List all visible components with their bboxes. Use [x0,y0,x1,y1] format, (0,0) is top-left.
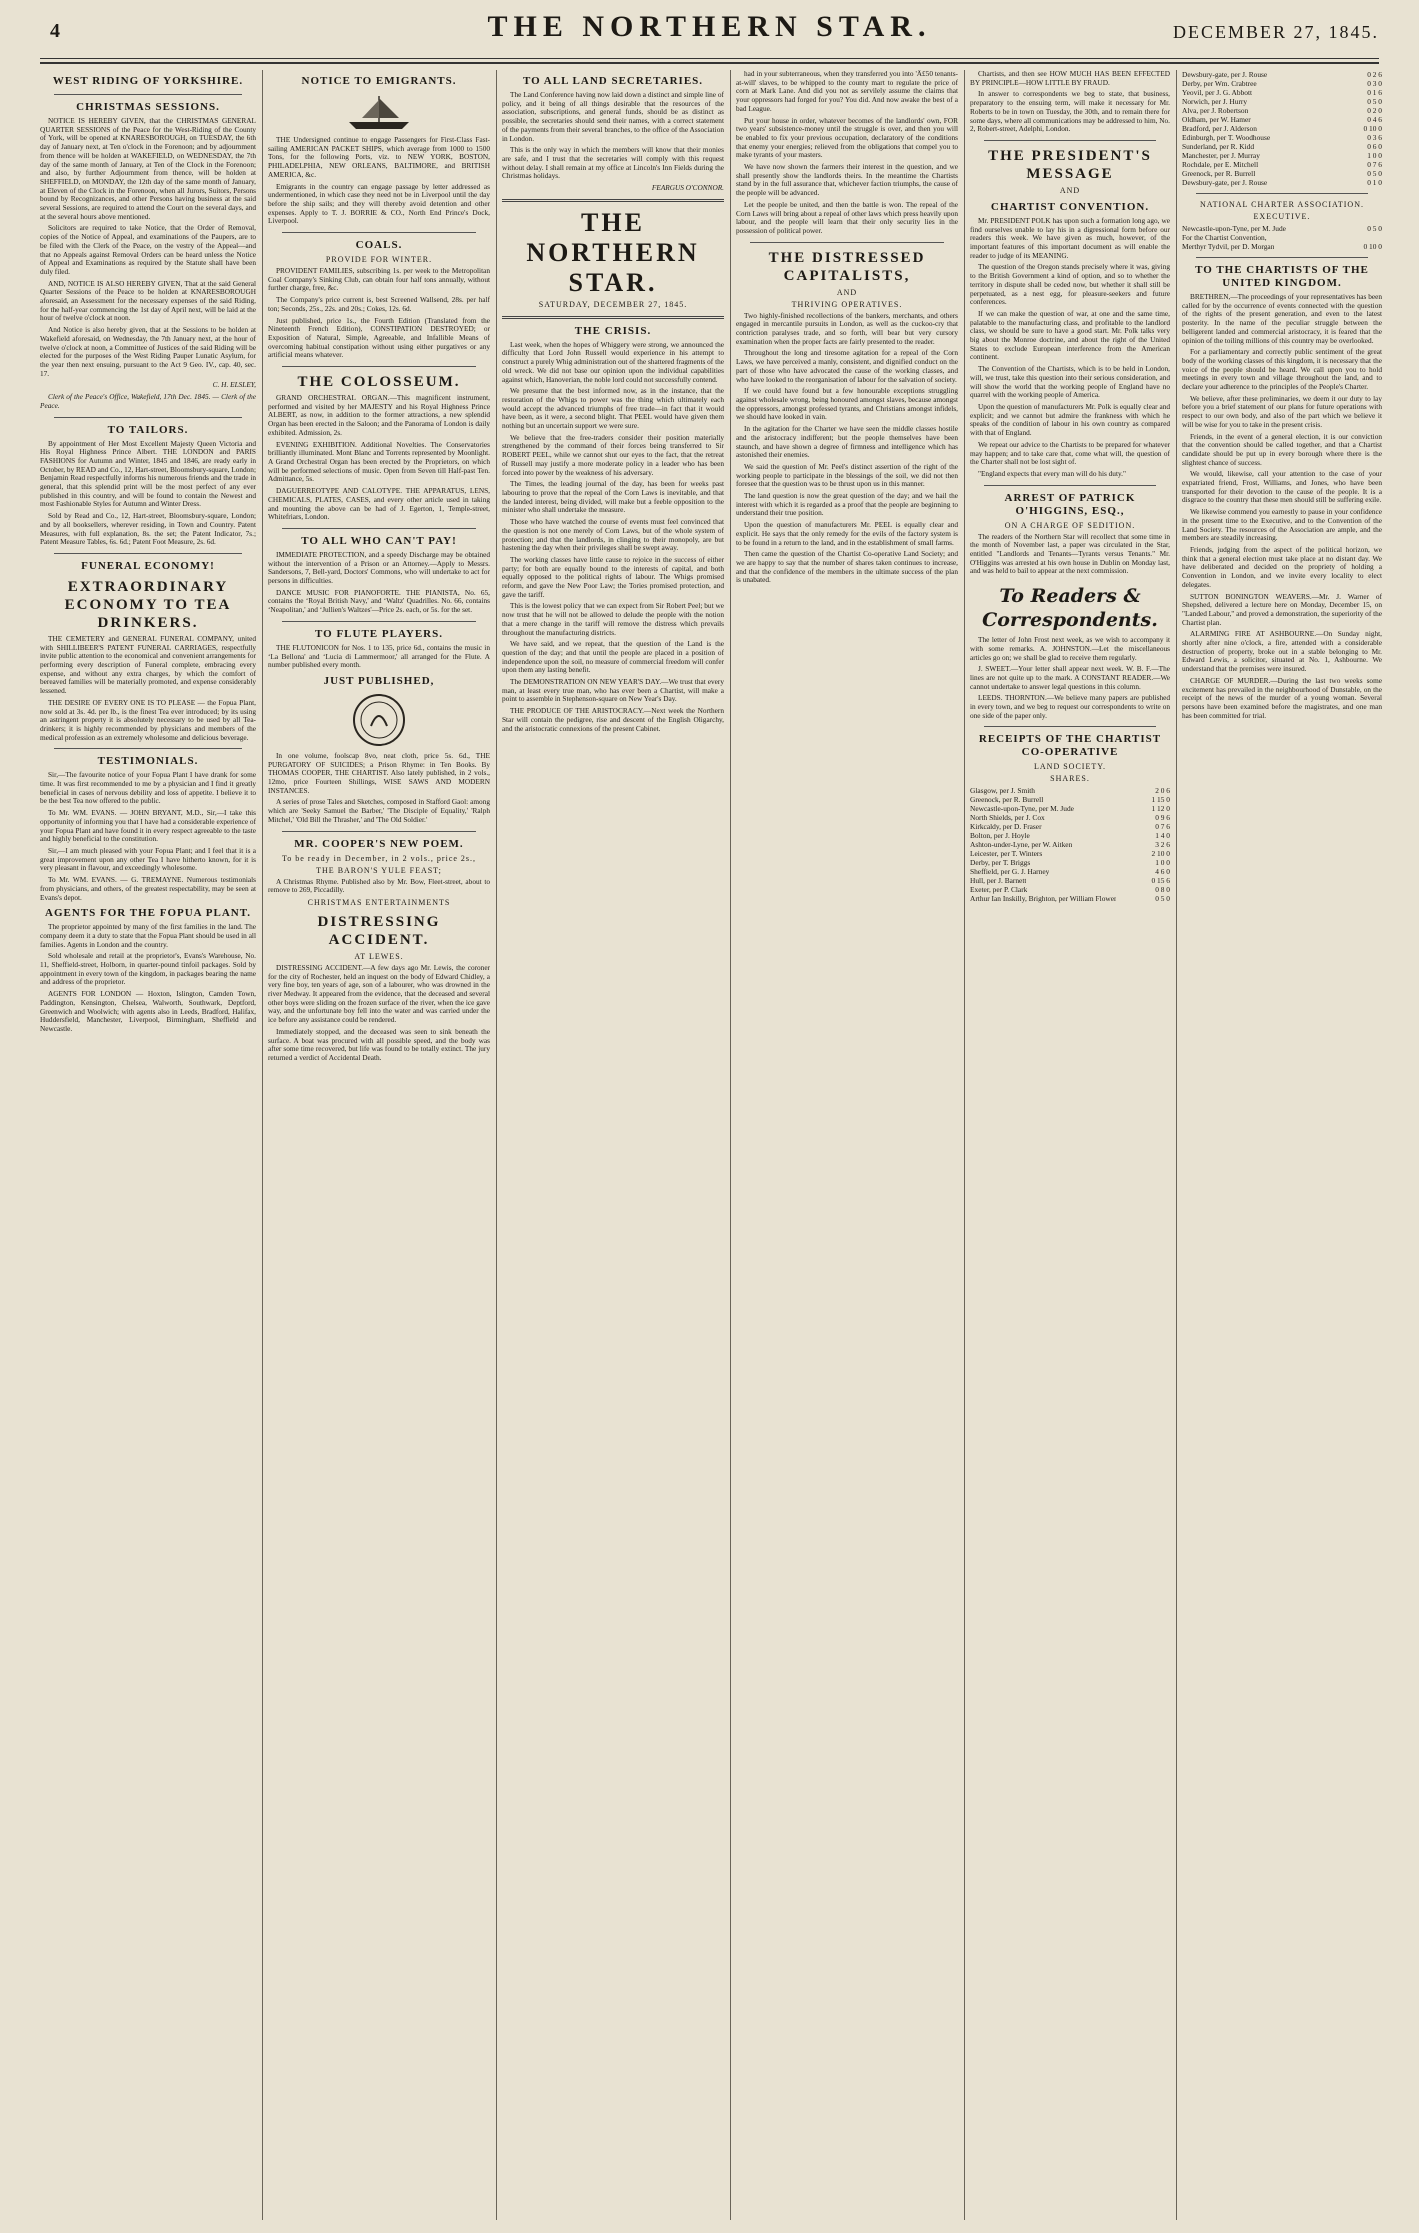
row-amount [1378,233,1382,242]
column-rule [496,70,497,2220]
article-paragraph: The Convention of the Chartists, which is to be held in London, will, we trust, take this question into their serious consideration, and will show the world that the working people of England have no quarrel with the working people of America. [970,364,1170,400]
table-row [970,822,1170,831]
article-paragraph: Mr. PRESIDENT POLK has upon such a formation long ago, we find ourselves unable to lay his in a digressional form before our readers this week. We have given as much, however, of the important features of this important document as will enable the reader to judge of its MEANING. [970,215,1170,260]
article-paragraph: Immediately stopped, and the deceased was seen to sink beneath the surface. A boat was procured with all possible speed, and the body was after some time recovered, but life was found to be totally extinct. The jury returned a verdict of Accidental Death. [268,1026,490,1062]
article-paragraph: We said the question of Mr. Peel's distinct assertion of the right of the working people to participate in the blessings of the soil, we did not then foresee that the question was to be thrust upon us in this manner. [736,461,958,489]
row-name: Alva, per J. Robertson [1182,106,1249,115]
row-amount: 0 4 6 [1367,115,1382,124]
table-row [1182,142,1382,151]
article-heading: CHARTIST CONVENTION. [990,200,1150,213]
article-paragraph: NOTICE IS HEREBY GIVEN, that the CHRISTMAS GENERAL QUARTER SESSIONS of the Peace for the West-Riding of the County of York, will be opened at KNARESBOROUGH, on TUESDAY, the 6th day of January next, at Ten o'clock in the Forenoon; and by adjournment from thence will be holden at WAKEFIELD, on WEDNESDAY, the 7th day of the same month of January, at Ten of the Clock in the Forenoon; and also, by further Adjournment from thence, will be holden at SHEFFIELD, on MONDAY, the 12th day of the same month of January, at Eleven of the Clock in the Forenoon, when all Jurors, Suitors, Persons bound by Recognizances, and other Persons having business at the said several Sessions, are required to attend the Court on the several days, and at the several hours above mentioned. [40,116,256,221]
table-row [1182,160,1382,169]
row-name: Merthyr Tydvil, per D. Morgan [1182,242,1275,251]
article-paragraph: Let the people be united, and then the battle is won. The repeal of the Corn Laws will bring about a repeal of other laws which press heavily upon labour, and the people will learn that their only security lies in the possession of political power. [736,199,958,235]
article-paragraph: The proprietor appointed by many of the first families in the land. The company deem it a duty to state that the Fopua Plant should be used in all families. Agents in London and the country. [40,922,256,949]
article-paragraph: The readers of the Northern Star will recollect that some time in the month of November last, a paper was circulated in the Star, entitled "Landlords and Tenants—Tyrants versus Tenants." Mr. O'Higgins was arrested at his own house in Dublin on Monday last, and was held to bail to appear at the next commission. [970,531,1170,576]
table-row [970,813,1170,822]
article-paragraph: And Notice is also hereby given, that at the Sessions to be holden at Wakefield aforesaid, on Wednesday, the 7th January next, at the hour of twelve o'clock at noon, a Committee of Justices of the said Riding will be elected for the purposes of the West Riding Pauper Lunatic Asylum, for the year then next ensuing, pursuant to the Act 9 Geo. IV., cap. 40, sec. 17. [40,325,256,378]
article-paragraph: DANCE MUSIC FOR PIANOFORTE. THE PIANISTA, No. 65, contains the ‘Royal British Navy,' and ‘Waltz' Quadrilles. No. 66, contains ‘Neapolitan,' and ‘Jullien's Waltzes'—Price 2s. each, or 5s. for the set. [268,587,490,615]
section-heading: WEST RIDING OF YORKSHIRE. [52,75,244,87]
article-paragraph: We believe that the free-traders consider their position materially strengthened by the command of their forces being transferred to Sir ROBERT PEEL, while we cannot shut our eyes to the fact, that the retreat of Russell may justify a more moderate policy in a leader who has been forced into power by the weakness of his adversary. [502,432,724,477]
article-heading: AGENTS FOR THE FOPUA PLANT. [45,907,251,920]
row-name: For the Chartist Convention, [1182,233,1267,242]
article-paragraph: Just published, price 1s., the Fourth Edition (Translated from the Nineteenth French Edition), CONSTIPATION DESTROYED; or Exposition of Natural, Simple, Agreeable, and Infallible Means of overcoming habitual constipation without using either purgatives or any artificial means whatever. [268,315,490,360]
row-amount: 0 1 6 [1367,88,1382,97]
row-name: Kirkcaldy, per D. Fraser [970,822,1042,832]
row-name: Bradford, per J. Alderson [1182,124,1257,133]
receipts-table [970,786,1170,903]
article-paragraph: Sold by Read and Co., 12, Hart-street, Bloomsbury-square, London; and by all booksellers, wherever residing, in Town and Country. Patent Measures, with full explanation, 8s. the set; the Patent Indicator, 7s.; Patent Measure Tables, 6s. 6d.; Patent Foot Measure, 2s. 6d. [40,511,256,547]
row-name: Greenock, per R. Burrell [970,795,1044,805]
table-row [970,786,1170,795]
header-date: DECEMBER 27, 1845. [1172,22,1379,42]
table-row [1182,106,1382,115]
table-row [970,858,1170,867]
article-paragraph: LEEDS. THORNTON.—We believe many papers are published in every town, and we beg to request our correspondents to write on one side of the paper only. [970,693,1170,720]
article-heading: THE COLOSSEUM. [297,374,461,391]
article-paragraph: The Land Conference having now laid down a distinct and simple line of policy, and it being of all things desirable that the resources of the association, subscriptions, and general funds, should be as distinct as possible, the secretaries should send their names, with a correct statement of the payments from their several branches, to the office of the Association in London. [502,90,724,143]
article-paragraph: A series of prose Tales and Sketches, composed in Stafford Gaol: among which are 'Seeky Samuel the Barber,' 'The Disciple of Equality,' 'Ralph Mitchel,' 'Old Bill the Thrasher,' and 'The Old Soldier.' [268,797,490,824]
article-paragraph: Those who have watched the course of events must feel convinced that the question is not one merely of Corn Laws, but of the whole system of protection; and that the landlords, in clinging to their monopoly, are but hastening the day when their privileges shall be swept away. [502,517,724,553]
issue-date: SATURDAY, DECEMBER 27, 1845. [538,299,688,309]
article-heading: DISTRESSING ACCIDENT. [317,913,441,948]
article-subheading: NATIONAL CHARTER ASSOCIATION. [1199,200,1364,209]
row-amount: 0 7 6 [1367,160,1382,169]
article-subheading: THRIVING OPERATIVES. [791,299,903,309]
row-name: Rochdale, per E. Mitchell [1182,160,1259,169]
row-amount: 2 0 6 [1155,786,1170,796]
article-heading: TO FLUTE PLAYERS. [315,627,443,640]
row-amount: 1 4 0 [1155,831,1170,841]
row-name: Greenock, per R. Burrell [1182,169,1256,178]
article-paragraph: We repeat our advice to the Chartists to be prepared for whatever may happen; and to take care that, come what will, the question of the Charter shall not be lost sight of. [970,439,1170,467]
column-4 [736,70,958,2220]
article-paragraph: Two highly-finished recollections of the bankers, merchants, and others engaged in mercantile pursuits in London, as well as the cuckoo-cry that contriction paralyses trade, and so forth, will bear but very cursory examination when the proper facts are fairly presented to the reader. [736,310,958,346]
article-heading: THE PRESIDENT'S MESSAGE [988,147,1152,182]
table-row [970,804,1170,813]
column-6 [1182,70,1382,2220]
article-paragraph: We presume that the best informed now, as in the instance, that the restoration of the Whigs to power was the thing which ultimately each would accept the advanced triumphs of free trade—in fact that it would have been, as it were, a second blight. That PEEL would have given them nothing but an uncertain support we were sure. [502,386,724,431]
article-paragraph: If we can make the question of war, at one and the same time, palatable to the manufacturing class, and profitable to the landlord class, we should be sure to have a good start. Mr. Polk talks very big about the Monroe doctrine, and about the right of the United States to exclude European interference from the American continent. [970,308,1170,362]
notice-line: Clerk of the Peace's Office, Wakefield, 17th Dec. 1845. — Clerk of the Peace. [40,392,256,410]
article-subheading: To be ready in December, in 2 vols., price 2s., [281,853,477,863]
row-name: Exeter, per P. Clark [970,885,1028,895]
row-amount: 0 5 0 [1367,169,1382,178]
article-paragraph: Then came the question of the Chartist Co-operative Land Society; and we are happy to say that the number of shares taken continues to increase, and that the confidence of the members in the ultimate success of the plan is unabated. [736,549,958,585]
article-heading: THE DISTRESSED CAPITALISTS, [768,249,926,284]
article-paragraph: SUTTON BONINGTON WEAVERS.—Mr. J. Warner of Shepshed, delivered a lecture here on Monday, December 15, on "Landed Labour," and proved a demonstration, the superiority of the Chartist plan. [1182,591,1382,627]
row-amount: 0 7 6 [1155,822,1170,832]
table-row [970,795,1170,804]
article-paragraph: The land question is now the great question of the day; and we hail the interest with which it is regarded as a proof that the people are beginning to understand their true position. [736,491,958,518]
section-heading: To Readers & Correspondents. [982,585,1158,632]
column-1 [40,70,256,2220]
row-name: Edinburgh, per T. Woodhouse [1182,133,1271,142]
article-paragraph: The Times, the leading journal of the day, has been for weeks past labouring to prove that the repeal of the Corn Laws is inevitable, and that the landed interest, being divided, will make but a feeble opposition to the minister who shall undertake the measure. [502,479,724,515]
signature: C. H. ELSLEY, [212,380,256,390]
row-amount: 0 10 0 [1363,242,1382,251]
row-amount: 0 9 6 [1155,813,1170,823]
article-paragraph: In one volume, foolscap 8vo, neat cloth, price 5s. 6d., THE PURGATORY OF SUICIDES; a Prison Rhyme: in Ten Books. By THOMAS COOPER, THE CHARTIST. Also lately published, in 2 vols., 12mo, price Fourteen Shillings, WISE SAWS AND MODERN INSTANCES. [268,750,490,795]
article-heading: EXTRAORDINARY ECONOMY TO TEA DRINKERS. [64,578,232,631]
article-paragraph: We believe, after these preliminaries, we deem it our duty to lay before you a brief statement of our plans for future operations with respect to our own body, and also of the part which we believe it will be wise for you to take in the present crisis. [1182,393,1382,429]
table-row [1182,70,1382,79]
article-paragraph: We have said, and we repeat, that the question of the Land is the question of the day; and that until the people are placed in a position of independence upon the soil, no measure of commercial freedom will confer upon them any lasting benefit. [502,639,724,675]
row-name: Newcastle-upon-Tyne, per M. Jude [970,804,1074,814]
article-paragraph: Chartists, and then see HOW MUCH HAS BEEN EFFECTED BY PRINCIPLE—HOW LITTLE BY FRAUD. [970,70,1170,87]
article-paragraph: THE FLUTONICON for Nos. 1 to 135, price 6d., contains the music in ‘La Bellona' and ‘Lucia di Lammermoor,' all arranged for the Flute. A number published every month. [268,642,490,670]
row-name: Glasgow, per J. Smith [970,786,1036,796]
table-row [1182,224,1382,233]
table-row [1182,178,1382,187]
article-subheading: SHARES. [1050,774,1090,784]
table-row [970,831,1170,840]
article-paragraph: Emigrants in the country can engage passage by letter addressed as undermentioned, in which case they need not be in Liverpool until the day before the ship sails; and they will thereby avoid detention and other expenses. Apply to T. J. BORRIE & CO., North End Prince's Dock, Liverpool. [268,181,490,226]
article-paragraph: Sir,—The favourite notice of your Fopua Plant I have drank for some time. It was first recommended to me by a physician and I find it greatly beneficial in cases of nervous debility and loss of appetite. I believe it to be the best Tea now offered to the public. [40,770,256,806]
article-heading: MR. COOPER'S NEW POEM. [294,837,464,850]
row-name: Leicester, per T. Winters [970,849,1043,859]
article-paragraph: THE DESIRE OF EVERY ONE IS TO PLEASE — the Fopua Plant, now sold at 3s. 4d. per lb., is the finest Tea ever introduced; by its using an astringent property it is absolutely necessary to be used by all Tea-drinkers; it is highly recommended by physicians and members of the medical profession as an extremely wholesome and delicious beverage. [40,697,256,742]
row-amount: 4 6 0 [1155,867,1170,877]
article-paragraph: The letter of John Frost next week, as we wish to accompany it with some remarks. A. JOHNSTON.—Let the miscellaneous articles go on; we shall be glad to receive them regularly. [970,635,1170,662]
row-amount: 0 3 6 [1367,133,1382,142]
article-subheading: CHRISTMAS ENTERTAINMENTS [307,897,451,907]
row-amount: 0 5 0 [1367,97,1382,106]
row-name: Dewsbury-gate, per J. Rouse [1182,178,1268,187]
table-row [1182,97,1382,106]
article-paragraph: Friends, in the event of a general election, it is our conviction that the convention should be called together, and that a Chartist candidate should be put up in every borough where there is the slightest chance of success. [1182,431,1382,467]
article-paragraph: A Christmas Rhyme. Published also by Mr. Bow, Fleet-street, about to remove to 269, Piccadilly. [268,876,490,895]
row-amount: 1 0 0 [1367,151,1382,160]
article-paragraph: "England expects that every man will do his duty." [978,468,1126,478]
association-table [1182,224,1382,251]
article-paragraph: had in your subterraneous, when they transferred you into 'Â£50 tenants-at-will' slaves, to be whipped to the county mart to regulate the price of corn at Mark Lane. And did you not as servilely assume the claims that your oppressors had forged for you? You did. And now awake the best of a bad League. [736,70,958,113]
column-rule [730,70,731,2220]
article-paragraph: Put your house in order, whatever becomes of the landlords' own, FOR two years' subsistence-money until the struggle is over, and then you will be enabled to fix your previous occupation, declaratory of the conditions that enemy your energies; relieved from the obligations that compel you to make tyrants of your masters. [736,115,958,160]
article-paragraph: This is the only way in which the members will know that their monies are safe, and I trust that the secretaries will comply with this request without delay. I shall remain at my office at Lincoln's Inn Fields during the Christmas holidays. [502,145,724,181]
article-paragraph: DISTRESSING ACCIDENT.—A few days ago Mr. Lewis, the coroner for the city of Rochester, held an inquest on the body of Edward Chidley, a very fine boy, ten years of age, son of a labourer, who was drowned in the river Medway. It appeared from the evidence, that the deceased and several other boys were sliding on the frozen surface of the river, when the ice gave way, and the unfortunate boy fell into the water and was carried under the ice before any assistance could be rendered. [268,962,490,1025]
table-row [1182,233,1382,242]
page-number: 4 [50,20,60,42]
row-name: Ashton-under-Lyne, per W. Aitken [970,840,1073,850]
row-amount: 1 12 0 [1151,804,1170,814]
article-paragraph: In answer to correspondents we beg to state, that business, preparatory to the ensuing term, will make it necessary for Mr. Roberts to be in town on Tuesday, the 30th, and to remain there for some days, where all communications may be addressed to him, No. 2, Robert-street, Adelphi, London. [970,89,1170,134]
column-rule [262,70,263,2220]
article-paragraph: Throughout the long and tiresome agitation for a repeal of the Corn Laws, we have perceived a manly, consistent, and dignified conduct on the part of those who have advocated the cause of the working classes, and who have looked to the reorganisation of labour for the salvation of society. [736,348,958,384]
row-amount: 0 15 6 [1151,876,1170,886]
row-amount: 0 5 0 [1155,894,1170,904]
article-paragraph: GRAND ORCHESTRAL ORGAN.—This magnificent instrument, performed and visited by her MAJESTY and his Royal Highness Prince ALBERT, as now, in addition to the former attractions, a new splendid Organ has been erected in the Saloon; and the Panorama of London is daily exhibited. Admission, 2s. [268,393,490,437]
article-subheading: THE BARON'S YULE FEAST; [316,865,442,875]
article-heading: TO THE CHARTISTS OF THE UNITED KINGDOM. [1195,264,1369,289]
article-subheading: AND [836,287,858,297]
article-paragraph: Upon the question of manufacturers Mr. PEEL is equally clear and explicit. He says that the only remedy for the evils of the factory system is to be found in a return to the land, and in the establishment of small farms. [736,520,958,547]
column-rule [1176,70,1177,2220]
row-name: Yeovil, per J. G. Abbott [1182,88,1253,97]
ship-icon [344,92,414,132]
article-paragraph: AND, NOTICE IS ALSO HEREBY GIVEN, That at the said General Quarter Sessions of the Peace to be holden at KNARESBOROUGH aforesaid, an Assessment for the necessary expenses of the said Riding, for the half-year commencing the 1st day of April next, will be laid at the hour of twelve o'clock at noon. [40,278,256,323]
article-heading: THE CRISIS. [574,324,652,337]
article-paragraph: THE Undersigned continue to engage Passengers for First-Class Fast-sailing AMERICAN PACKET SHIPS, which average from 1000 to 1500 Tons, for the following Ports, viz. to NEW YORK, BOSTON, PHILADELPHIA, NEW ORLEANS, BALTIMORE, and BRITISH AMERICA, &c. [268,135,490,179]
row-amount: 0 5 0 [1367,224,1382,233]
article-paragraph: Upon the question of manufacturers Mr. Polk is equally clear and explicit; and we cannot but admire the frankness with which he speaks of the condition of labour in his own country as compared with that of England. [970,401,1170,438]
article-paragraph: ALARMING FIRE AT ASHBOURNE.—On Sunday night, shortly after nine o'clock, a fire, attended with a considerable destruction of property, broke out in a stable belonging to Mr. Edward Lewis, a solicitor, situated at No. 1, Ashbourne. We understand that the premises were insured. [1182,629,1382,674]
table-row [970,867,1170,876]
article-paragraph: We likewise commend you earnestly to pause in your confidence in the present time to the Executive, and to the Convention of the Land Society. The resources of the Association are ample, and the members are steadily increasing. [1182,507,1382,543]
row-amount: 0 10 0 [1363,124,1382,133]
article-paragraph: PROVIDENT FAMILIES, subscribing 1s. per week to the Metropolitan Coal Company's Sinking Club, can obtain four half tons annually, without further charge, free, &c. [268,266,490,293]
article-paragraph: We would, likewise, call your attention to the case of your expatriated friend, Frost, Williams, and Jones, who have been transported for their devotion to the cause of the people. It is a disgrace to the country that these men should still be suffering exile. [1182,469,1382,505]
article-paragraph: The question of the Oregon stands precisely where it was, giving to the British Government a kind of option, and so to whether the territory in dispute shall be ceded now, but whether it shall still be perpetuated, as a nest egg, for pleasure-seekers and future conferences. [970,262,1170,307]
seal-icon [351,692,407,748]
row-amount: 1 15 0 [1151,795,1170,805]
article-paragraph: Last week, when the hopes of Whiggery were strong, we announced the difficulty that Lord John Russell would experience in his attempt to construct a purely Whig administration out of the shattered fragments of the old wreck. We did not base our opinion upon the individual capabilities against which, Hanoverian, the noble lord could not successfully contend. [502,339,724,384]
article-paragraph: THE CEMETERY and GENERAL FUNERAL COMPANY, united with SHILLIBEER'S PATENT FUNERAL CARRIAGES, respectfully invite public attention to the economical and convenient arrangements for performing every description of Funeral complete, embracing every expense, and without any extra charges, by which the comfort of bereaved families will be materially promoted, and expense considerably lessened. [40,633,256,696]
row-amount: 0 8 0 [1155,885,1170,895]
article-subheading: LAND SOCIETY. [1034,762,1106,772]
article-paragraph: Sold wholesale and retail at the proprietor's, Evans's Warehouse, No. 11, Sheffield-street, Holborn, in quarter-pound tinfoil packages. Sold by appointment in every town of the kingdom, in packages bearing the name and address of the proprietor. [40,951,256,987]
article-paragraph: Solicitors are required to take Notice, that the Order of Removal, copies of the Notice of Appeal, and examinations of the Paupers, are to be filed with the Clerk of the Peace, on the vestry of the Appeal—and that no Appeals against Removal Orders can be heard unless the Notice of Appeal and Examinations as required by the Statute shall have been duly filed. [40,223,256,276]
page-header [40,8,1379,52]
table-row [970,885,1170,894]
article-subheading: PROVIDE FOR WINTER. [325,255,433,265]
article-subheading: AND [1059,185,1081,195]
article-heading: JUST PUBLISHED, [323,674,435,687]
row-amount: 1 0 0 [1155,858,1170,868]
article-subheading: AT LEWES. [354,951,404,961]
article-paragraph: By appointment of Her Most Excellent Majesty Queen Victoria and His Royal Highness Prince Albert. THE LONDON and PARIS FASHIONS for Autumn and Winter, 1845 and 1846, are ready early in October, by READ and Co., 12, Hart-street, Bloomsbury-square, London; Benjamin Read respectfully informs his numerous friends and the trade in general, that this splendid print will be the most perfect of any ever published in this country, and will be found to contain the Newest and most Fashionable Styles for Autumn and Winter Dress. [40,438,256,509]
article-paragraph: J. SWEET.—Your letter shall appear next week. W. B. F.—The lines are not quite up to the mark. A CONSTANT READER.—We cannot undertake to answer legal questions in this column. [970,664,1170,691]
table-row [1182,79,1382,88]
table-row [1182,169,1382,178]
table-row [970,876,1170,885]
header-rule [40,58,1379,59]
article-paragraph: AGENTS FOR LONDON — Hoxton, Islington, Camden Town, Paddington, Kensington, Chelsea, Walworth, Southwark, Deptford, Greenwich and Woolwich; with agents also in Leeds, Bradford, Halifax, Huddersfield, Manchester, Liverpool, Birmingham, Sheffield and Newcastle. [40,989,256,1033]
row-amount: 2 10 0 [1151,849,1170,859]
row-name: Bolton, per J. Hoyle [970,831,1030,841]
article-paragraph: If we could have found but a few honourable exceptions struggling against wholesale wrong, being honoured amongst slaves, because amongst the oppressors, amongst professed tyrants, and Christians amongst infidels, we should have looked in vain. [736,386,958,422]
row-name: Hull, per J. Barnett [970,876,1027,886]
section-heading: NOTICE TO EMIGRANTS. [301,75,457,87]
row-name: North Shields, per J. Cox [970,813,1045,823]
row-amount: 0 6 0 [1367,142,1382,151]
row-name: Derby, per T. Briggs [970,858,1031,868]
article-paragraph: DAGUERREOTYPE AND CALOTYPE. THE APPARATUS, LENS, CHEMICALS, PLATES, CASES, and every other article used in taking and mounting the above can be had of J. Egerton, 1, Temple-street, Whitefriars, London. [268,486,490,522]
article-paragraph: The Company's price current is, best Screened Wallsend, 28s. per half ton; Seconds, 25s., 22s. and 20s.; Cokes, 12s. 6d. [268,295,490,313]
article-paragraph: IMMEDIATE PROTECTION, and a speedy Discharge may be obtained without the intervention of a Prison or an Attorney.—Apply to Messrs. Sandersons, 7, Bell-yard, Doctors' Commons, who will undertake to act for persons in difficulties. [268,549,490,586]
signature: FEARGUS O'CONNOR. [651,183,724,193]
column-rule [964,70,965,2220]
table-row [970,840,1170,849]
row-name: Newcastle-upon-Tyne, per M. Jude [1182,224,1286,233]
table-row [970,894,1170,903]
article-heading: CHRISTMAS SESSIONS. [76,101,220,113]
row-amount: 0 3 0 [1367,79,1382,88]
article-paragraph: THE PRODUCE OF THE ARISTOCRACY.—Next week the Northern Star will contain the pedigree, rise and descent of the English Oligarchy, and the aristocratic connexions of the present Cabinet. [502,706,724,733]
masthead-title: THE NORTHERN STAR. [487,10,932,43]
article-heading: TESTIMONIALS. [97,755,199,768]
article-subheading: ON A CHARGE OF SEDITION. [1004,520,1136,530]
row-name: Sunderland, per R. Kidd [1182,142,1255,151]
article-heading: TO TAILORS. [107,423,189,436]
table-row [1182,124,1382,133]
table-row [1182,151,1382,160]
article-heading: COALS. [355,239,403,252]
article-paragraph: The working classes have little cause to rejoice in the success of either party; for both are equally bound to the interests of capital, and both equally opposed to the political rights of labour. The Whigs promised reform, and gave the New Poor Law; the Tories promised protection, and gave the tariff. [502,554,724,599]
table-row [1182,133,1382,142]
row-name: Dewsbury-gate, per J. Rouse [1182,70,1268,79]
article-heading: RECEIPTS OF THE CHARTIST CO-OPERATIVE [978,733,1162,759]
column-2 [268,70,490,2220]
row-name: Norwich, per J. Hurry [1182,97,1248,106]
newspaper-title: THE NORTHERN STAR. [526,207,700,297]
article-paragraph: BRETHREN,—The proceedings of your representatives has been called for by the occurrence of events connected with the question of the rights of the present generation, and even to the latest posterity. In the name of the peculiar struggle between the belligerent landed and commercial aristocracy, it is feared that the opinion of the toiling millions of this country may be overlooked. [1182,292,1382,345]
table-row [1182,242,1382,251]
table-row [1182,115,1382,124]
column-5 [970,70,1170,2220]
article-heading: FUNERAL ECONOMY! [81,559,215,572]
row-name: Oldham, per W. Hamer [1182,115,1251,124]
column-3 [502,70,724,2220]
article-paragraph: Friends, judging from the aspect of the political horizon, we think that a general election must take place at no distant day. We have deliberated and decided on the propriety of holding a Convention in London, and we invite every locality to elect delegates. [1182,544,1382,589]
article-paragraph: In the agitation for the Charter we have seen the middle classes hostile and the aristocracy indifferent; but the people themselves have been staunch, and have shown a degree of firmness and intelligence which has astonished their enemies. [736,424,958,460]
row-name: Sheffield, per G. J. Harney [970,867,1050,877]
article-paragraph: For a parliamentary and correctly public sentiment of the great body of the working classes of this kingdom, it is necessary that the voice of the people should be heard. We call upon you to hold meetings in every town and village throughout the land, and to declare your adherence to the principles of the People's Charter. [1182,347,1382,392]
row-name: Derby, per Wm. Crabtree [1182,79,1257,88]
article-paragraph: CHARGE OF MURDER.—During the last two weeks some excitement has prevailed in the neighbourhood of Dunstable, on the receipt of the news of the murder of a young woman. Several persons have been examined before the magistrates, and one man has been committed for trial. [1182,675,1382,720]
article-paragraph: This is the lowest policy that we can expect from Sir Robert Peel; but we now trust that he will not be allowed to delude the people with the notion that a mere change in the tariff will remove the distress which prevails throughout the manufacturing districts. [502,601,724,637]
row-name: Arthur Ian Inskilly, Brighton, per William Flower [970,894,1117,904]
table-row [970,849,1170,858]
article-heading: TO ALL WHO CAN'T PAY! [301,534,457,547]
article-paragraph: The DEMONSTRATION ON NEW YEAR'S DAY.—We trust that every man, at least every true man, who has ever been a Chartist, will make a point to assemble in Stephenson-square on New Year's Day. [502,677,724,704]
row-amount: 0 1 0 [1367,178,1382,187]
article-paragraph: To Mr. WM. EVANS. — G. TREMAYNE. Numerous testimonials from physicians, and others, of the greatest respectability, may be seen at Evans's depot. [40,875,256,902]
article-subheading: EXECUTIVE. [1253,212,1311,221]
article-paragraph: We have now shown the farmers their interest in the question, and we shall presently show the landlords theirs. In the meantime the Chartists stand by in the full assurance that, whichever faction triumphs, the cause of the people will be advanced. [736,162,958,198]
row-amount: 0 2 6 [1367,70,1382,79]
row-name: Manchester, per J. Murray [1182,151,1260,160]
subscriptions-table [1182,70,1382,187]
row-amount: 0 2 0 [1367,106,1382,115]
article-paragraph: Sir,—I am much pleased with your Fopua Plant; and I feel that it is a great improvement upon any other Tea I have hitherto known, for it is very pleasant in flavour, and exceedingly wholesome. [40,846,256,873]
article-heading: ARREST OF PATRICK O'HIGGINS, ESQ., [1004,491,1136,517]
table-row [1182,88,1382,97]
header-rule-double [40,62,1379,64]
section-heading: TO ALL LAND SECRETARIES. [522,75,704,87]
article-paragraph: EVENING EXHIBITION. Additional Novelties. The Conservatories brilliantly illuminated. Mont Blanc and Torrents represented by Moonlight. A Grand Orchestral Organ has been erected by the Proprietors, on which will be performed selections of music. Open from Seven till Half-past Ten. Admittance, 5s. [268,439,490,484]
article-paragraph: To Mr. WM. EVANS. — JOHN BRYANT, M.D., Sir,—I take this opportunity of informing you that I have had a considerable experience of your Fopua Plant and have found it in every respect agreeable to the taste and highly beneficial to the constitution. [40,808,256,844]
row-amount: 3 2 6 [1155,840,1170,850]
